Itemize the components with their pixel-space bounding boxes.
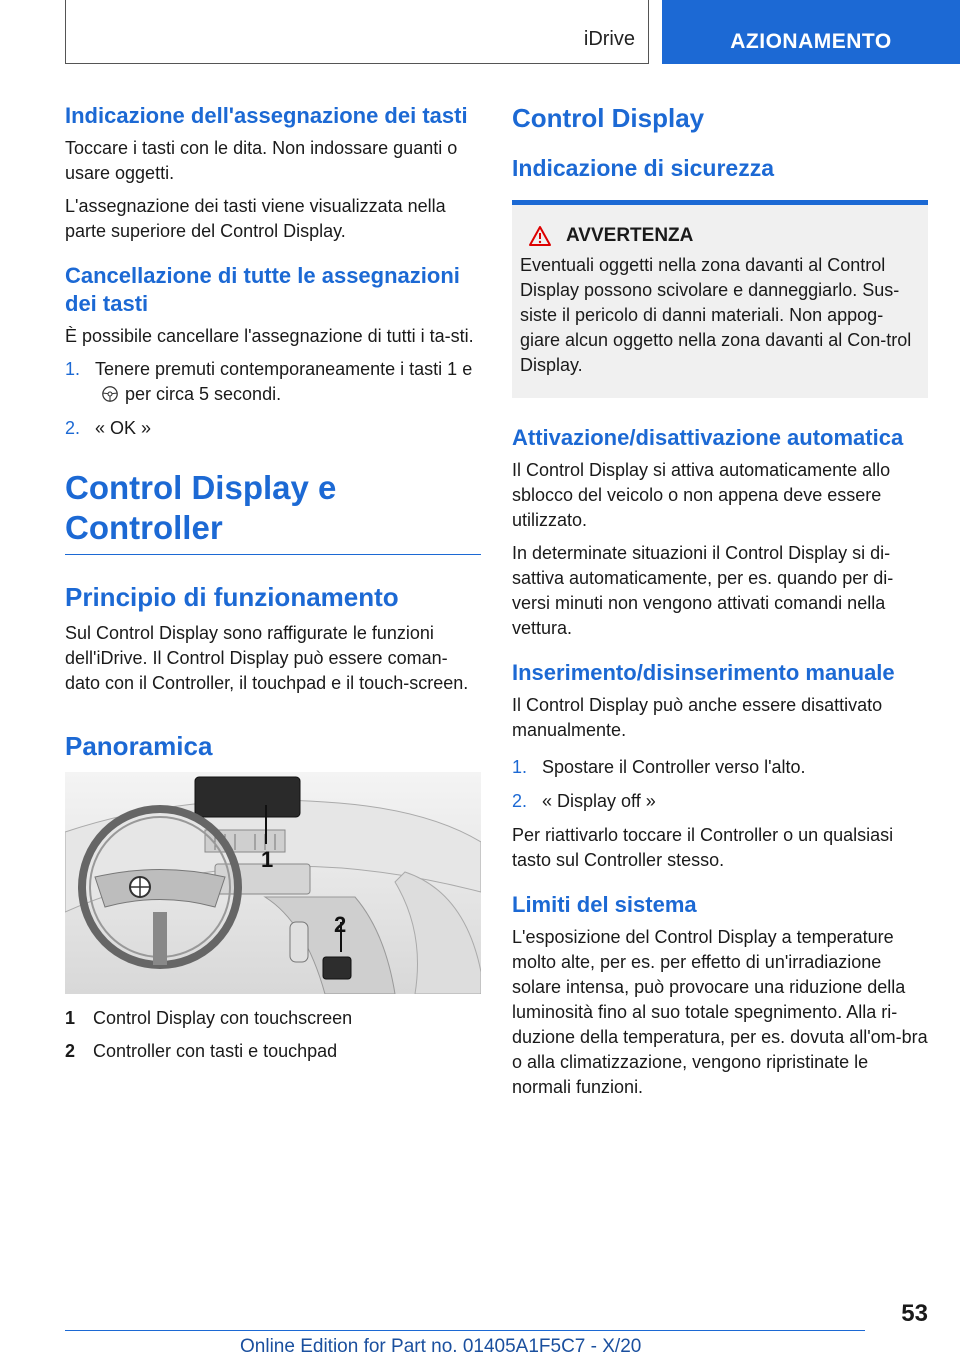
- cockpit-drawing: [65, 772, 481, 994]
- paragraph: L'esposizione del Control Display a temperature molto alte, per es. per effetto di un'irradiazione solare intensa, può provocare una riduzione della luminosità fino al suo totale spegnimento. Alla ri-duzione della temperatura, per es. dovuta all'om-bra o alla climatizzazione, vengono ripristinate le normali funzioni.: [512, 927, 928, 1097]
- paragraph: Il Control Display può anche essere disattivato manualmente.: [512, 695, 883, 740]
- paragraph: È possibile cancellare l'assegnazione di tutti i ta-sti.: [65, 326, 474, 346]
- legend-item: 2 Controller con tasti e touchpad: [65, 1041, 338, 1061]
- list-item: [65, 357, 481, 407]
- list-item: [65, 416, 481, 441]
- steps-list: [65, 357, 481, 441]
- warning-header: [520, 225, 920, 247]
- section-heading-control-display: Control Display: [512, 103, 705, 133]
- paragraph: Sul Control Display sono raffigurate le funzioni dell'iDrive. Il Control Display può essere coman-dato con il Controller, il touchpad e il touch-screen.: [65, 623, 469, 693]
- paragraph: L'assegnazione dei tasti viene visualizzata nella parte superiore del Control Display.: [65, 196, 446, 241]
- cockpit-illustration: [65, 772, 481, 994]
- paragraph: In determinate situazioni il Control Display si di-sattiva automaticamente, per es. quando per di-versi minuti non vengono attivati comandi nella vettura.: [512, 543, 894, 638]
- paragraph: Il Control Display si attiva automaticamente allo sblocco del veicolo o non appena deve essere utilizzato.: [512, 460, 891, 530]
- paragraph: Toccare i tasti con le dita. Non indossare guanti o usare oggetti.: [65, 138, 458, 183]
- heading-safety: Indicazione di sicurezza: [512, 155, 775, 181]
- warning-triangle-icon: [528, 225, 552, 247]
- left-column: [65, 102, 481, 1072]
- heading-manual: Inserimento/disinserimento manuale: [512, 660, 895, 685]
- figure-callout-1: 1: [261, 847, 274, 872]
- right-column: [512, 102, 928, 1108]
- heading-principle: Principio di funzionamento: [65, 582, 399, 612]
- heading-auto-activation: Attivazione/disattivazione automatica: [512, 425, 904, 450]
- step-text: « OK »: [95, 418, 152, 438]
- heading-cancel-assignments: Cancellazione di tutte le assegnazioni dei tasti: [65, 263, 460, 316]
- page-number: 53: [901, 1300, 928, 1327]
- heading-overview: Panoramica: [65, 731, 213, 761]
- legend-item: 1 Control Display con touchscreen: [65, 1008, 353, 1028]
- steering-wheel-icon: [101, 385, 119, 403]
- warning-text: Eventuali oggetti nella zona davanti al Control Display possono scivolare e danneggiarlo. Sus-siste il pericolo di danni materiali. Non appog-giare alcun oggetto nella zona davanti al Con-trol Display.: [520, 255, 912, 375]
- heading-system-limits: Limiti del sistema: [512, 892, 697, 917]
- chapter-heading-block: [65, 468, 481, 555]
- warning-title: AVVERTENZA: [566, 225, 694, 246]
- chapter-tab[interactable]: AZIONAMENTO: [662, 0, 960, 64]
- step-number: 2.: [65, 418, 81, 438]
- list-item: 2. « Display off »: [512, 791, 656, 811]
- figure-callout-2: 2: [334, 912, 347, 937]
- warning-box: [512, 200, 928, 398]
- chapter-heading: Control Display e Controller: [65, 469, 337, 546]
- paragraph: Per riattivarlo toccare il Controller o un qualsiasi tasto sul Controller stesso.: [512, 825, 894, 870]
- heading-key-assignment: Indicazione dell'assegnazione dei tasti: [65, 103, 468, 128]
- step-number: 1.: [65, 359, 81, 379]
- steps-list: [512, 755, 928, 814]
- header-section-title: iDrive: [583, 28, 635, 50]
- list-item: 1. Spostare il Controller verso l'alto.: [512, 757, 806, 777]
- footer-edition: Online Edition for Part no. 01405A1F5C7 - X/20: [240, 1336, 642, 1357]
- footer-divider: [65, 1330, 865, 1331]
- step-text: Tenere premuti contemporaneamente i tasti 1 eper circa 5 secondi.: [95, 359, 473, 404]
- header-frame: [65, 0, 649, 64]
